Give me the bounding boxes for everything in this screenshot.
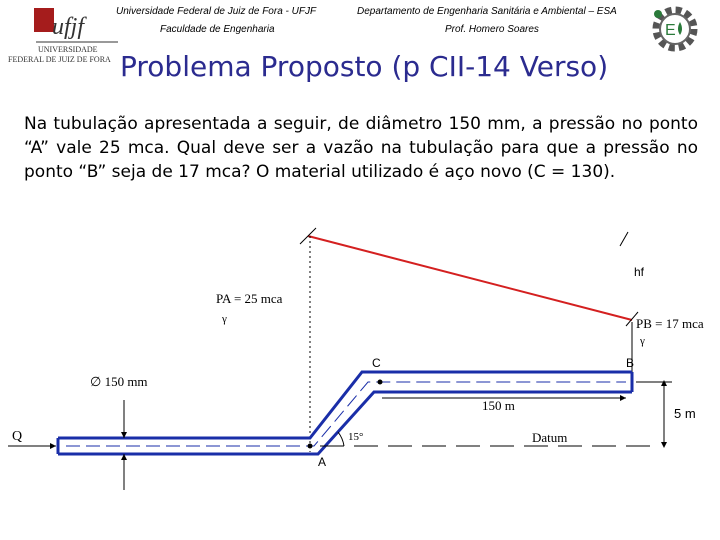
page-title: Problema Proposto (p CII-14 Verso) xyxy=(120,50,609,83)
header-faculty: Faculdade de Engenharia xyxy=(160,24,275,35)
height-label: 5 m xyxy=(674,406,696,421)
header-professor: Prof. Homero Soares xyxy=(445,24,539,35)
flow-arrowhead xyxy=(50,443,56,449)
point-c-label: C xyxy=(372,356,381,370)
tick-b-top xyxy=(620,232,628,246)
logo-line1: UNIVERSIDADE xyxy=(38,45,98,54)
datum-label: Datum xyxy=(532,430,568,445)
pb-gamma: γ xyxy=(640,335,645,347)
angle-label: 15° xyxy=(348,431,364,443)
pa-label: PA = 25 mca xyxy=(216,291,283,306)
esa-logo-letter: E xyxy=(665,22,676,39)
problem-text: Na tubulação apresentada a seguir, de diâmetro 150 mm, a pressão no ponto “A” vale 25 mca. Qual deve ser a vazão na tubulação para que a pressão no ponto “B” seja de 17 mca? O material utilizado é aço novo (C = 130). xyxy=(24,114,698,182)
pa-gamma: γ xyxy=(222,313,227,325)
energy-line xyxy=(308,236,632,320)
flow-label: Q xyxy=(12,429,23,444)
point-a-dot xyxy=(308,444,313,449)
logo-mark-text: ufjf xyxy=(52,14,85,40)
point-b-label: B xyxy=(626,356,635,370)
angle-arc xyxy=(338,432,344,446)
point-a-label: A xyxy=(318,455,327,469)
pb-label: PB = 17 mca xyxy=(636,316,704,331)
logo-line2: FEDERAL DE JUIZ DE FORA xyxy=(8,55,111,64)
hf-label: hf xyxy=(634,265,645,279)
header-department: Departamento de Engenharia Sanitária e Ambiental – ESA xyxy=(357,6,617,17)
diameter-label: ∅ 150 mm xyxy=(90,374,148,389)
tick-a-top xyxy=(300,228,316,244)
point-c-dot xyxy=(378,380,383,385)
length-label: 150 m xyxy=(482,398,515,413)
header-university: Universidade Federal de Juiz de Fora - UFJF xyxy=(116,6,317,17)
